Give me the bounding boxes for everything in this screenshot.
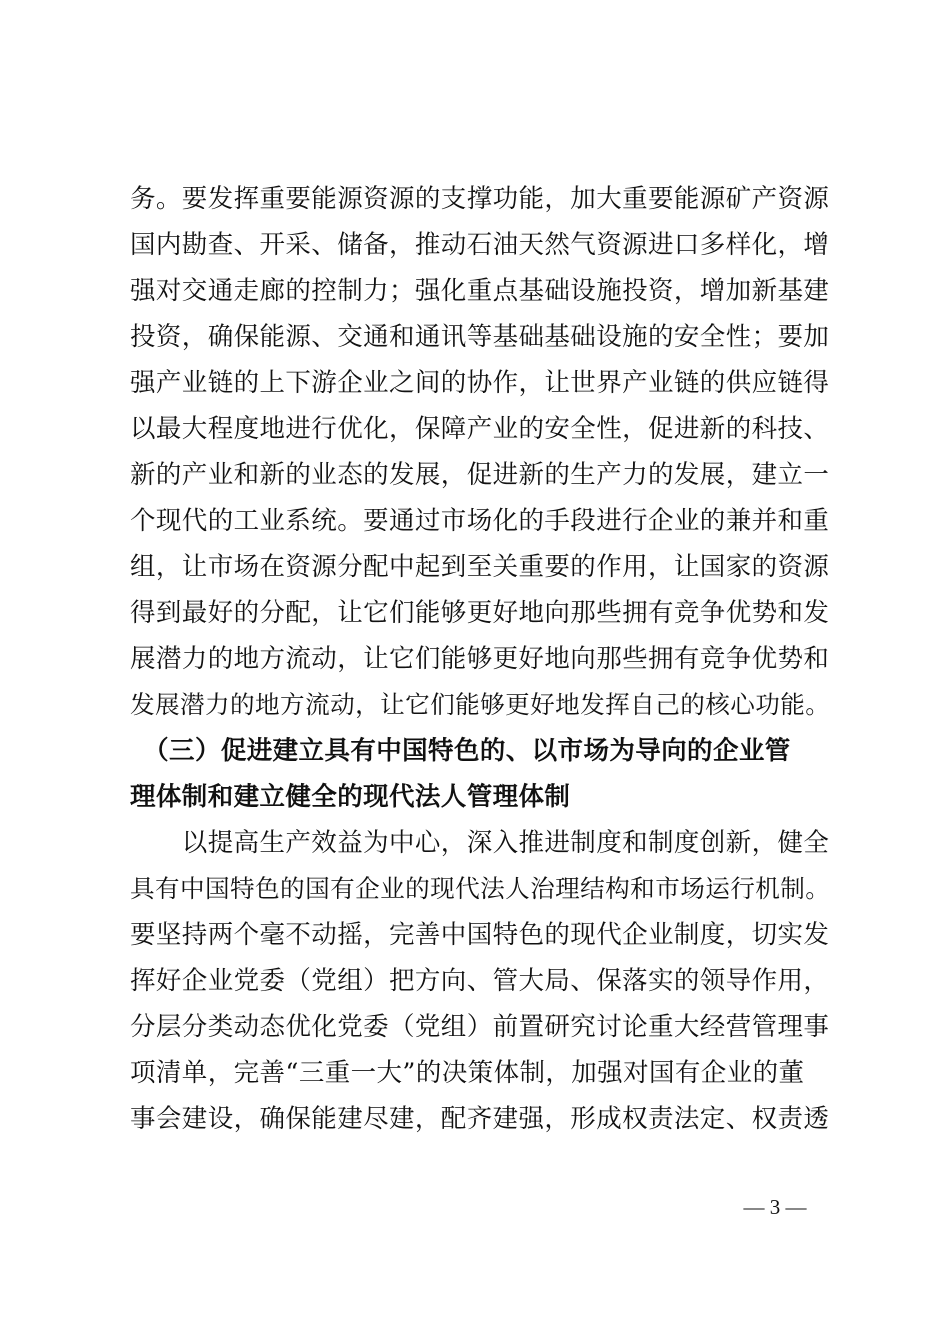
body-line: 挥好企业党委（党组）把方向、管大局、保落实的领导作用，: [130, 966, 830, 996]
body-line: 组，让市场在资源分配中起到至关重要的作用，让国家的资源: [130, 552, 830, 582]
section-heading-line: （三）促进建立具有中国特色的、以市场为导向的企业管: [130, 736, 791, 766]
body-line: 具有中国特色的国有企业的现代法人治理结构和市场运行机制。: [130, 874, 831, 903]
body-line: 得到最好的分配，让它们能够更好地向那些拥有竞争优势和发: [130, 598, 830, 628]
body-line: 国内勘查、开采、储备，推动石油天然气资源进口多样化，增: [130, 230, 830, 260]
body-line: 新的产业和新的业态的发展，促进新的生产力的发展，建立一: [130, 460, 830, 490]
body-line: 强对交通走廊的控制力；强化重点基础设施投资，增加新基建: [130, 276, 830, 306]
body-line: 务。要发挥重要能源资源的支撑功能，加大重要能源矿产资源: [130, 184, 830, 214]
body-line: 投资，确保能源、交通和通讯等基础基础设施的安全性；要加: [130, 322, 830, 352]
page-number: — 3 —: [743, 1195, 807, 1219]
body-line: 展潜力的地方流动，让它们能够更好地向那些拥有竞争优势和: [130, 644, 830, 674]
body-line: 分层分类动态优化党委（党组）前置研究讨论重大经营管理事: [130, 1012, 830, 1042]
body-line: 项清单，完善“三重一大”的决策体制，加强对国有企业的董: [130, 1058, 805, 1088]
body-line: 以提高生产效益为中心，深入推进制度和制度创新，健全: [130, 828, 830, 858]
body-line: 事会建设，确保能建尽建，配齐建强，形成权责法定、权责透: [130, 1104, 830, 1134]
section-heading-line: 理体制和建立健全的现代法人管理体制: [130, 782, 571, 812]
body-line: 发展潜力的地方流动，让它们能够更好地发挥自己的核心功能。: [130, 690, 831, 719]
body-line: 以最大程度地进行优化，保障产业的安全性，促进新的科技、: [130, 414, 830, 444]
body-line: 强产业链的上下游企业之间的协作，让世界产业链的供应链得: [130, 368, 830, 398]
body-line: 个现代的工业系统。要通过市场化的手段进行企业的兼并和重: [130, 506, 830, 536]
body-line: 要坚持两个毫不动摇，完善中国特色的现代企业制度，切实发: [130, 920, 830, 950]
